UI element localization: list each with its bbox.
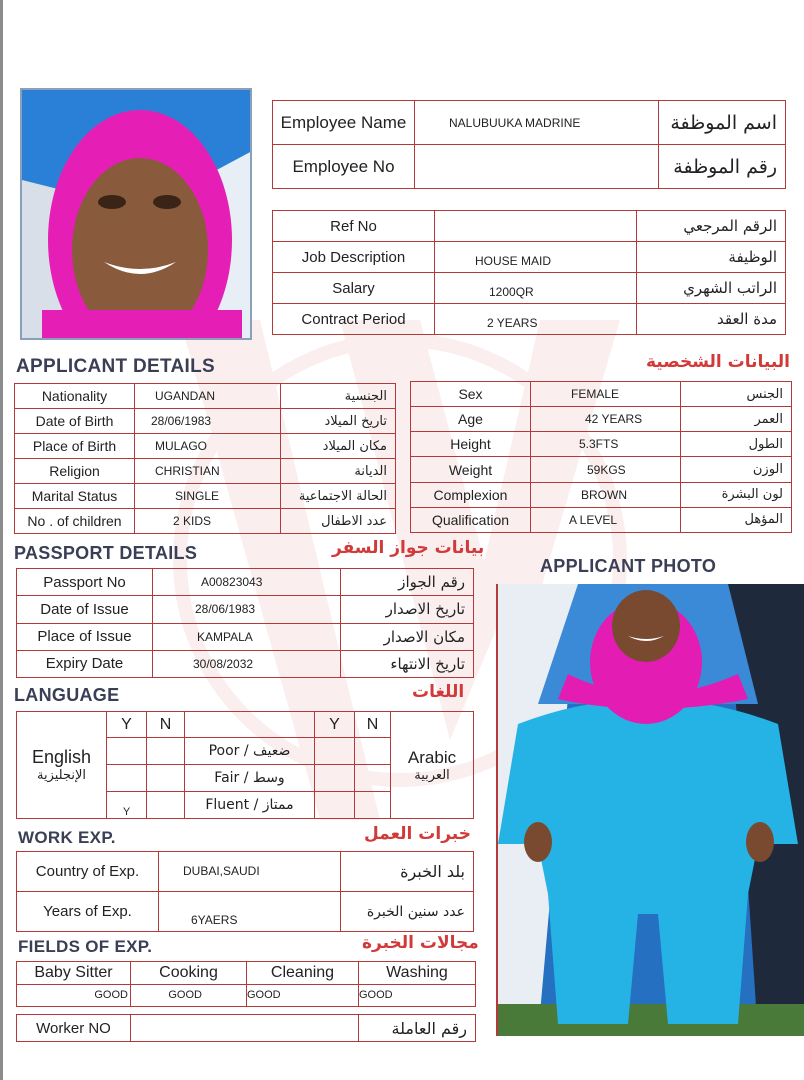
job-row-label: Job Description: [273, 242, 435, 273]
passport-label: Date of Issue: [17, 596, 153, 623]
detail-ar: مكان الميلاد: [281, 434, 396, 459]
english-n-header: N: [147, 712, 185, 738]
arabic-y-header: Y: [315, 712, 355, 738]
arabic-poor-y: [315, 738, 355, 765]
detail-ar: الجنس: [681, 382, 792, 407]
passport-value: A00823043: [153, 569, 341, 596]
passport-title: PASSPORT DETAILS: [14, 543, 198, 563]
employee-header-table: [272, 100, 786, 189]
arabic-fluent-n: [355, 792, 391, 819]
worker-no-table: [16, 1014, 476, 1042]
arabic-cell: [391, 712, 474, 819]
applicant-full-photo: [496, 584, 804, 1036]
job-row-ar: الوظيفة: [637, 242, 786, 273]
field-value: GOOD: [247, 984, 359, 1007]
applicant-photo-title: APPLICANT PHOTO: [540, 556, 717, 576]
passport-value: KAMPALA: [153, 623, 341, 650]
detail-ar: الوزن: [681, 457, 792, 482]
worker-no-ar: رقم العاملة: [359, 1015, 476, 1042]
arabic-label-ar: العربية: [414, 767, 450, 783]
years-exp-value: 6YAERS: [159, 892, 341, 932]
detail-label: Marital Status: [15, 484, 135, 509]
english-fluent-y: Y: [107, 792, 147, 819]
detail-ar: الجنسية: [281, 384, 396, 409]
level-poor: Poor / ضعيف: [185, 738, 315, 765]
detail-ar: العمر: [681, 407, 792, 432]
field-value: GOOD: [359, 984, 476, 1007]
field-value: GOOD: [17, 984, 131, 1007]
english-label-ar: الإنجليزية: [36, 768, 87, 783]
fields-exp-table: [16, 961, 476, 1007]
page-edge: [0, 0, 3, 1080]
fields-exp-title-ar: مجالات الخبرة: [362, 933, 479, 953]
detail-ar: الحالة الاجتماعية: [281, 484, 396, 509]
passport-label: Expiry Date: [17, 650, 153, 677]
detail-value: 59KGS: [531, 457, 681, 482]
field-label: Washing: [359, 962, 476, 985]
passport-ar: مكان الاصدار: [341, 623, 474, 650]
detail-value: 5.3FTS: [531, 432, 681, 457]
employee-no-ar: رقم الموظفة: [659, 145, 786, 189]
job-table: [272, 210, 786, 335]
arabic-label: Arabic: [407, 747, 457, 767]
detail-label: Date of Birth: [15, 409, 135, 434]
detail-label: Weight: [411, 457, 531, 482]
level-fluent: Fluent / ممتاز: [185, 792, 315, 819]
detail-value: FEMALE: [531, 382, 681, 407]
detail-ar: الطول: [681, 432, 792, 457]
detail-ar: لون البشرة: [681, 482, 792, 507]
passport-label: Passport No: [17, 569, 153, 596]
passport-ar: تاريخ الانتهاء: [341, 650, 474, 677]
arabic-poor-n: [355, 738, 391, 765]
field-label: Cleaning: [247, 962, 359, 985]
applicant-headshot: [20, 88, 252, 340]
language-title-ar: اللغات: [412, 682, 465, 702]
detail-value: 2 KIDS: [135, 509, 281, 534]
detail-value: UGANDAN: [135, 384, 281, 409]
job-row-value: 2 YEARS: [435, 304, 637, 335]
passport-title-ar: بيانات جواز السفر: [332, 538, 485, 558]
english-poor-n: [147, 738, 185, 765]
detail-label: Place of Birth: [15, 434, 135, 459]
job-row-value: HOUSE MAID: [435, 242, 637, 273]
country-exp-ar: بلد الخبرة: [341, 852, 474, 892]
fields-exp-title: FIELDS OF EXP.: [18, 937, 153, 956]
detail-label: Sex: [411, 382, 531, 407]
job-row-label: Ref No: [273, 211, 435, 242]
applicant-left-table: [14, 383, 396, 534]
applicant-details-title: APPLICANT DETAILS: [16, 356, 215, 377]
job-row-label: Salary: [273, 273, 435, 304]
employee-name-ar: اسم الموظفة: [659, 101, 786, 145]
detail-label: Qualification: [411, 507, 531, 532]
detail-label: Nationality: [15, 384, 135, 409]
detail-value: MULAGO: [135, 434, 281, 459]
passport-label: Place of Issue: [17, 623, 153, 650]
english-poor-y: [107, 738, 147, 765]
job-row-ar: مدة العقد: [637, 304, 786, 335]
detail-ar: المؤهل: [681, 507, 792, 532]
years-exp-ar: عدد سنين الخبرة: [341, 892, 474, 932]
applicant-details-title-ar: البيانات الشخصية: [645, 352, 790, 372]
english-cell: [17, 712, 107, 819]
detail-label: No . of children: [15, 509, 135, 534]
work-exp-table: [16, 851, 474, 932]
level-fair: Fair / وسط: [185, 765, 315, 792]
field-label: Cooking: [131, 962, 247, 985]
country-exp-value: DUBAI,SAUDI: [159, 852, 341, 892]
arabic-n-header: N: [355, 712, 391, 738]
passport-ar: تاريخ الاصدار: [341, 596, 474, 623]
passport-value: 30/08/2032: [153, 650, 341, 677]
country-exp-label: Country of Exp.: [17, 852, 159, 892]
job-row-ar: الراتب الشهري: [637, 273, 786, 304]
detail-value: CHRISTIAN: [135, 459, 281, 484]
worker-no-label: Worker NO: [17, 1015, 131, 1042]
english-y-header: Y: [107, 712, 147, 738]
detail-value: 28/06/1983: [135, 409, 281, 434]
job-row-ar: الرقم المرجعي: [637, 211, 786, 242]
detail-label: Height: [411, 432, 531, 457]
job-row-label: Contract Period: [273, 304, 435, 335]
employee-no-value: [415, 145, 659, 189]
job-row-value: [435, 211, 637, 242]
field-value: GOOD: [131, 984, 247, 1007]
employee-no-label: Employee No: [273, 145, 415, 189]
applicant-right-table: [410, 381, 792, 533]
detail-value: A LEVEL: [531, 507, 681, 532]
detail-value: BROWN: [531, 482, 681, 507]
detail-value: 42 YEARS: [531, 407, 681, 432]
work-exp-title-ar: خبرات العمل: [364, 824, 471, 844]
worker-no-value: [131, 1015, 359, 1042]
passport-table: [16, 568, 474, 678]
employee-name-value: NALUBUUKA MADRINE: [415, 101, 659, 145]
years-exp-label: Years of Exp.: [17, 892, 159, 932]
field-label: Baby Sitter: [17, 962, 131, 985]
detail-ar: عدد الاطفال: [281, 509, 396, 534]
english-fluent-n: [147, 792, 185, 819]
english-fair-n: [147, 765, 185, 792]
employee-name-label: Employee Name: [273, 101, 415, 145]
language-table: [16, 711, 474, 819]
detail-label: Complexion: [411, 482, 531, 507]
detail-value: SINGLE: [135, 484, 281, 509]
english-fair-y: [107, 765, 147, 792]
detail-label: Age: [411, 407, 531, 432]
arabic-fluent-y: [315, 792, 355, 819]
work-exp-title: WORK EXP.: [18, 828, 116, 847]
detail-ar: الديانة: [281, 459, 396, 484]
detail-ar: تاريخ الميلاد: [281, 409, 396, 434]
language-title: LANGUAGE: [14, 685, 120, 705]
arabic-fair-y: [315, 765, 355, 792]
passport-ar: رقم الجواز: [341, 569, 474, 596]
detail-label: Religion: [15, 459, 135, 484]
english-label: English: [31, 747, 92, 767]
passport-value: 28/06/1983: [153, 596, 341, 623]
job-row-value: 1200QR: [435, 273, 637, 304]
arabic-fair-n: [355, 765, 391, 792]
